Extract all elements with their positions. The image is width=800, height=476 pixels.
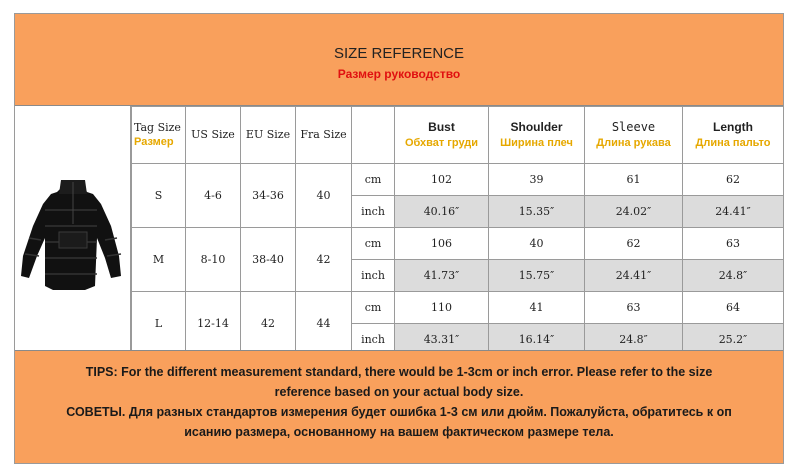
header-sleeve-label-ru: Длина рукава <box>596 137 671 149</box>
length-cell: 24.41″ <box>683 196 784 228</box>
header-tag-size-label: Tag Size <box>134 121 181 134</box>
fra-size-cell: 42 <box>296 228 352 292</box>
size-chart-frame <box>14 13 784 464</box>
length-cell: 25.2″ <box>683 324 784 356</box>
header-tag-size <box>132 107 186 164</box>
sleeve-cell: 24.02″ <box>585 196 683 228</box>
header-bust-label: Bust <box>428 120 455 134</box>
shoulder-cell: 39 <box>489 164 585 196</box>
size-table <box>131 106 784 356</box>
tips-en-line2: reference based on your actual body size. <box>274 385 524 399</box>
header-us-size: US Size <box>186 107 241 164</box>
unit-cell: cm <box>352 292 395 324</box>
size-reference-title: SIZE REFERENCE <box>333 45 465 62</box>
bust-cell: 102 <box>395 164 489 196</box>
shoulder-cell: 15.75″ <box>489 260 585 292</box>
header-length-label: Length <box>713 120 753 134</box>
header-length <box>683 107 784 164</box>
us-size-cell: 12-14 <box>186 292 241 356</box>
eu-size-cell: 42 <box>241 292 296 356</box>
header-shoulder-label-ru: Ширина плеч <box>500 137 573 149</box>
product-photo <box>15 106 131 350</box>
header-shoulder-label: Shoulder <box>510 120 563 134</box>
bust-cell: 40.16″ <box>395 196 489 228</box>
table-row <box>132 292 784 324</box>
header-unit <box>352 107 395 164</box>
length-cell: 63 <box>683 228 784 260</box>
unit-cell: inch <box>352 260 395 292</box>
length-cell: 24.8″ <box>683 260 784 292</box>
tag-size-cell: L <box>132 292 186 356</box>
sleeve-cell: 24.8″ <box>585 324 683 356</box>
bust-cell: 110 <box>395 292 489 324</box>
sleeve-cell: 61 <box>585 164 683 196</box>
tips-ru-line1: СОВЕТЫ. Для разных стандартов измерения будет ошибка 1-3 см или дюйм. Пожалуйста, обратитесь к оп <box>66 405 732 419</box>
tips-en-line1: TIPS: For the different measurement standard, there would be 1-3cm or inch error. Please refer to the size <box>85 365 713 379</box>
black-puffer-jacket-icon <box>15 106 131 350</box>
sleeve-cell: 63 <box>585 292 683 324</box>
tips-ru-line2: исанию размера, основанному на вашем фактическом размере тела. <box>184 425 614 439</box>
unit-cell: cm <box>352 164 395 196</box>
us-size-cell: 4-6 <box>186 164 241 228</box>
eu-size-cell: 34-36 <box>241 164 296 228</box>
sleeve-cell: 24.41″ <box>585 260 683 292</box>
length-cell: 62 <box>683 164 784 196</box>
header-bust-label-ru: Обхват груди <box>404 137 479 149</box>
table-header-row <box>132 107 784 164</box>
bust-cell: 41.73″ <box>395 260 489 292</box>
fra-size-cell: 44 <box>296 292 352 356</box>
size-reference-subtitle: Размер руководство <box>337 67 461 81</box>
header-sleeve-label: Sleeve <box>611 120 656 134</box>
length-cell: 64 <box>683 292 784 324</box>
shoulder-cell: 16.14″ <box>489 324 585 356</box>
size-reference-header <box>15 14 783 106</box>
unit-cell: inch <box>352 324 395 356</box>
header-bust <box>395 107 489 164</box>
table-row <box>132 164 784 196</box>
shoulder-cell: 41 <box>489 292 585 324</box>
table-row <box>132 228 784 260</box>
bust-cell: 43.31″ <box>395 324 489 356</box>
sleeve-cell: 62 <box>585 228 683 260</box>
header-length-label-ru: Длина пальто <box>695 137 771 149</box>
shoulder-cell: 15.35″ <box>489 196 585 228</box>
unit-cell: cm <box>352 228 395 260</box>
header-sleeve <box>585 107 683 164</box>
header-eu-size: EU Size <box>241 107 296 164</box>
header-shoulder <box>489 107 585 164</box>
us-size-cell: 8-10 <box>186 228 241 292</box>
fra-size-cell: 40 <box>296 164 352 228</box>
eu-size-cell: 38-40 <box>241 228 296 292</box>
shoulder-cell: 40 <box>489 228 585 260</box>
bust-cell: 106 <box>395 228 489 260</box>
header-fra-size: Fra Size <box>296 107 352 164</box>
header-tag-size-label-ru: Размер <box>134 136 174 148</box>
tips-box <box>15 350 783 463</box>
tag-size-cell: M <box>132 228 186 292</box>
tag-size-cell: S <box>132 164 186 228</box>
unit-cell: inch <box>352 196 395 228</box>
